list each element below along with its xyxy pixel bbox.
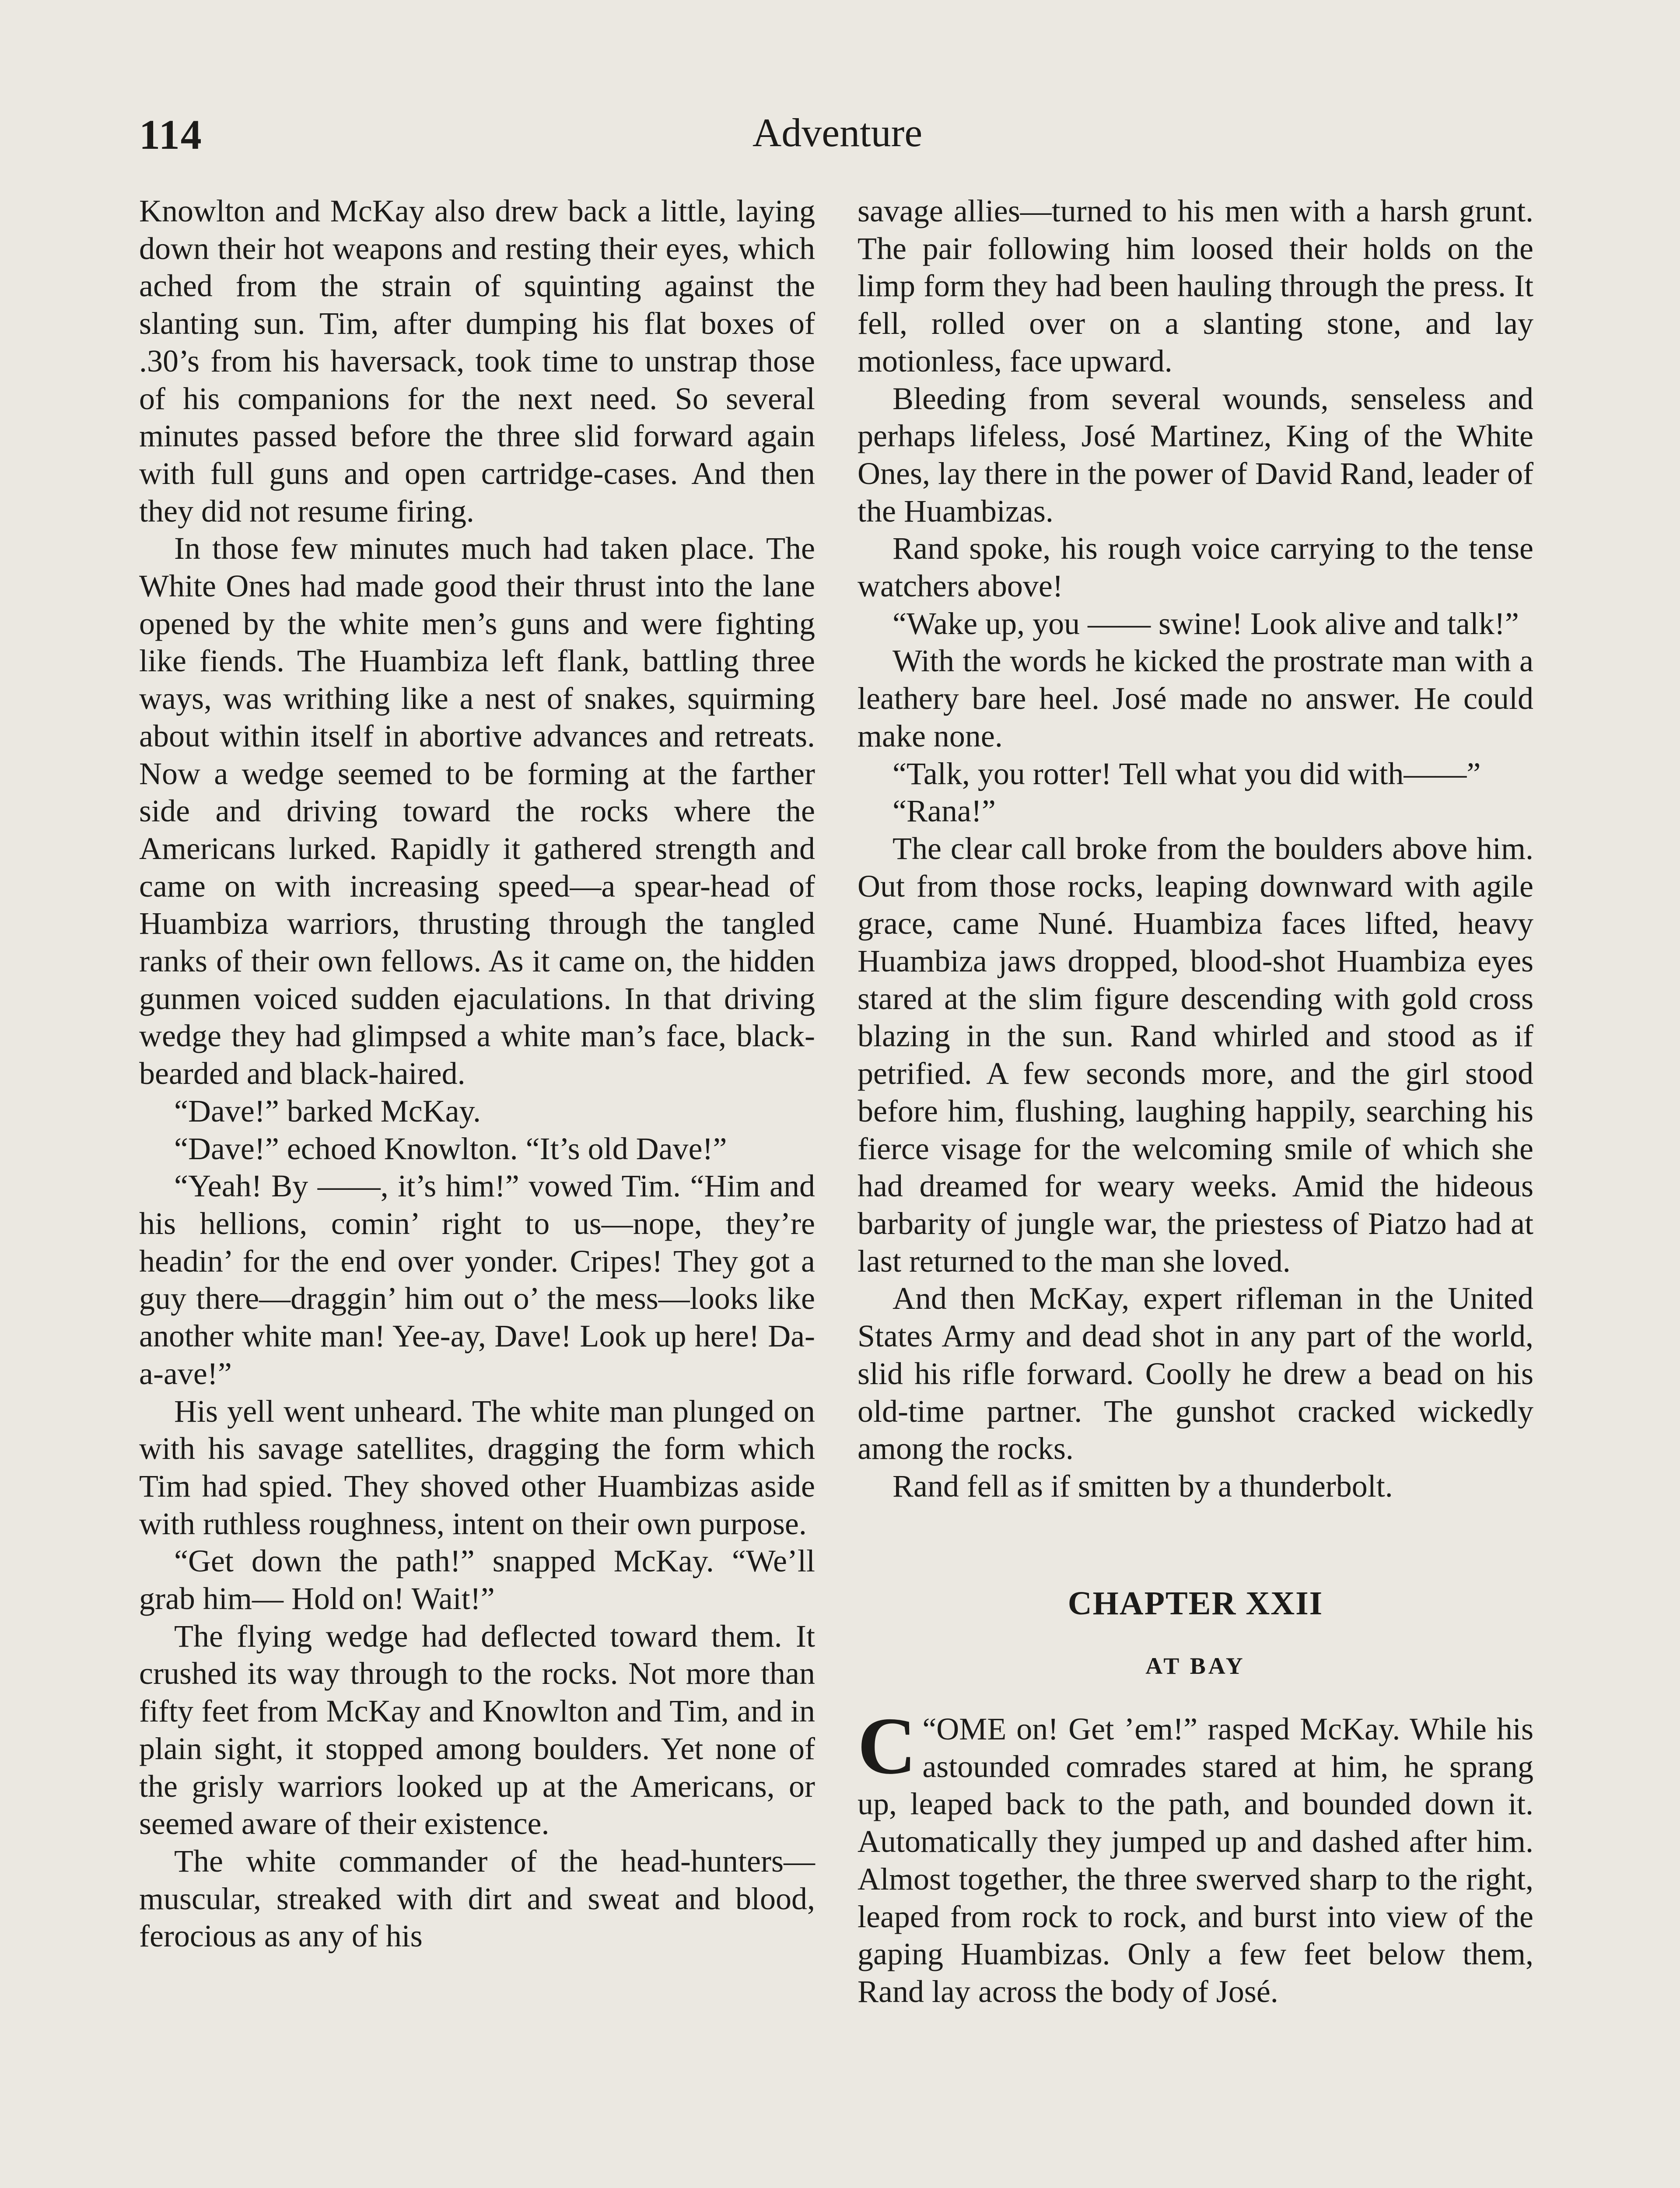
- paragraph: “Talk, you rotter! Tell what you did with——”: [892, 756, 1481, 791]
- paragraph: “Get down the path!” snapped McKay. “We’ll grab him— Hold on! Wait!”: [139, 1543, 815, 1616]
- chapter-first-paragraph-text: OME on! Get ’em!” rasped McKay. While his astounded comrades stared at him, he sprang up, leaped back to the path, and bounded down it. Automatically they jumped up and dashed after him. Almost together, the three swerved sharp to the right, leaped from rock to rock, and burst into view of the gaping Huambizas. Only a few feet below them, Rand lay across the body of José.: [858, 1711, 1533, 2009]
- paragraph: In those few minutes much had taken place. The White Ones had made good their thrust into the lane opened by the white men’s guns and were fighting like fiends. The Huambiza left flank, battling three ways, was writhing like a nest of snakes, squirming about within itself in abortive advances and retreats. Now a wedge seemed to be forming at the farther side and driving toward the rocks where the Americans lurked. Rapidly it gathered strength and came on with increasing speed—a spear-head of Huambiza warriors, thrusting through the tangled ranks of their own fellows. As it came on, the hidden gunmen voiced sudden ejaculations. In that driving wedge they had glimpsed a white man’s face, black-bearded and black-haired.: [139, 531, 815, 1091]
- paragraph: Rand fell as if smitten by a thunderbolt.: [892, 1468, 1393, 1504]
- paragraph: His yell went unheard. The white man plunged on with his savage satellites, dragging the form which Tim had spied. They shoved other Huambizas aside with ruthless roughness, intent on their own purpose.: [139, 1393, 815, 1541]
- page-header: [139, 105, 1536, 166]
- left-column: [139, 193, 815, 1955]
- drop-cap: C: [858, 1701, 917, 1792]
- paragraph: “Yeah! By ——, it’s him!” vowed Tim. “Him and his hellions, comin’ right to us—nope, they’re headin’ for the end over yonder. Cripes! They got a guy there—draggin’ him out o’ the mess—looks like another white man! Yee-ay, Dave! Look up here! Da-a-ave!”: [139, 1168, 815, 1391]
- paragraph: “Rana!”: [892, 793, 996, 829]
- paragraph: “Dave!” echoed Knowlton. “It’s old Dave!”: [174, 1131, 727, 1166]
- paragraph: Rand spoke, his rough voice carrying to the tense watchers above!: [858, 531, 1533, 604]
- paragraph: And then McKay, expert rifleman in the United States Army and dead shot in any part of the world, slid his rifle forward. Coolly he drew a bead on his old-time partner. The gunshot cracked wickedly among the rocks.: [858, 1281, 1533, 1466]
- page-number: 114: [139, 111, 203, 158]
- chapter-subtitle: AT BAY: [1145, 1653, 1246, 1680]
- paragraph: savage allies—turned to his men with a harsh grunt. The pair following him loosed their holds on the limp form they had been hauling through the press. It fell, rolled over on a slanting stone, and lay motionless, face upward.: [858, 193, 1533, 379]
- chapter-first-paragraph: [858, 1701, 1533, 2011]
- paragraph: The clear call broke from the boulders above him. Out from those rocks, leaping downward with agile grace, came Nuné. Huambiza faces lifted, heavy Huambiza jaws dropped, blood-shot Huambiza eyes stared at the slim figure descending with gold cross blazing in the sun. Rand whirled and stood as if petrified. A few seconds more, and the girl stood before him, flushing, laughing happily, searching his fierce visage for the welcoming smile of which she had dreamed for weary weeks. Amid the hideous barbarity of jungle war, the priestess of Piatzo had at last returned to the man she loved.: [858, 831, 1533, 1279]
- paragraph: The flying wedge had deflected toward them. It crushed its way through to the rocks. Not more than fifty feet from McKay and Knowlton and Tim, and in plain sight, it stopped among boulders. Yet none of the grisly warriors looked up at the Americans, or seemed aware of their existence.: [139, 1618, 815, 1841]
- chapter-title: CHAPTER XXII: [1068, 1585, 1323, 1622]
- paragraph: Knowlton and McKay also drew back a little, laying down their hot weapons and resting their eyes, which ached from the strain of squinting against the slanting sun. Tim, after dumping his flat boxes of .30’s from his haversack, took time to unstrap those of his companions for the next need. So several minutes passed before the three slid forward again with full guns and open cartridge-cases. And then they did not resume firing.: [139, 193, 815, 529]
- running-head: Adventure: [752, 110, 923, 155]
- paragraph: “Dave!” barked McKay.: [174, 1093, 481, 1129]
- open-quote: “: [922, 1711, 937, 1747]
- paragraph: With the words he kicked the prostrate man with a leathery bare heel. José made no answer. He could make none.: [858, 643, 1533, 754]
- paragraph: Bleeding from several wounds, senseless and perhaps lifeless, José Martinez, King of the White Ones, lay there in the power of David Rand, leader of the Huambizas.: [858, 381, 1533, 529]
- right-column: [858, 193, 1533, 2011]
- paragraph: “Wake up, you —— swine! Look alive and talk!”: [892, 606, 1519, 641]
- paragraph: The white commander of the head-hunters—muscular, streaked with dirt and sweat and blood, ferocious as any of his: [139, 1843, 815, 1954]
